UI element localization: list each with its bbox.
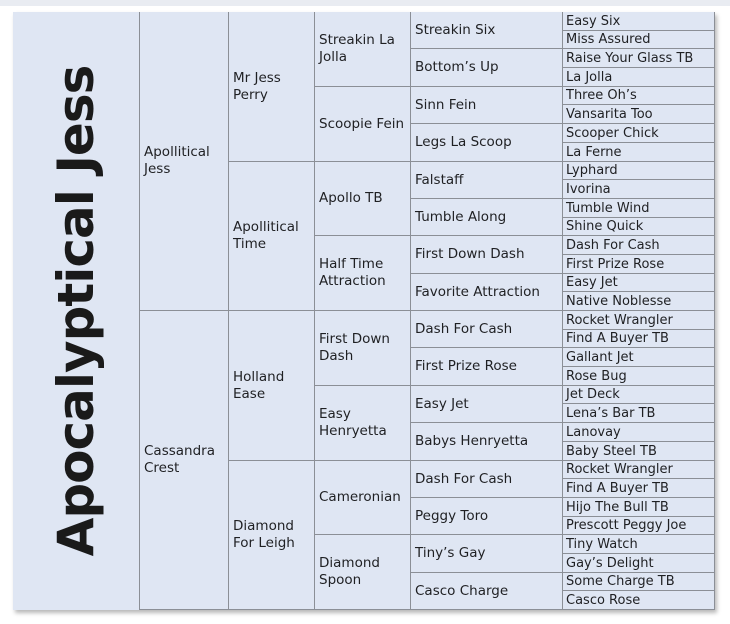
gen4-ancestor-cell: Dash For Cash xyxy=(411,461,563,498)
gen4-ancestor-cell: Babys Henryetta xyxy=(411,423,563,461)
gen5-ancestor-cell: Rocket Wrangler xyxy=(563,311,715,330)
gen5-ancestor-cell: First Prize Rose xyxy=(563,255,715,274)
gen5-ancestor-cell: Some Charge TB xyxy=(563,573,715,591)
gen5-ancestor-cell: Raise Your Glass TB xyxy=(563,49,715,68)
gen5-ancestor-cell: Gallant Jet xyxy=(563,348,715,367)
grandparent-cell: Mr Jess Perry xyxy=(229,12,315,162)
gen5-ancestor-cell: Tumble Wind xyxy=(563,199,715,218)
gen5-ancestor-cell: Casco Rose xyxy=(563,591,715,610)
gen5-ancestor-cell: Gay’s Delight xyxy=(563,554,715,573)
gen5-ancestor-cell: Find A Buyer TB xyxy=(563,479,715,498)
gen5-ancestor-cell: Shine Quick xyxy=(563,218,715,236)
gen4-ancestor-cell: Tiny’s Gay xyxy=(411,535,563,573)
gen5-ancestor-cell: La Jolla xyxy=(563,68,715,87)
gen5-ancestor-cell: Easy Six xyxy=(563,12,715,31)
great-grandparent-cell: Streakin La Jolla xyxy=(315,12,411,87)
great-grandparent-cell: Easy Henryetta xyxy=(315,386,411,461)
gen4-ancestor-cell: First Prize Rose xyxy=(411,348,563,386)
gen5-ancestor-cell: Find A Buyer TB xyxy=(563,330,715,348)
gen5-ancestor-cell: Rocket Wrangler xyxy=(563,461,715,479)
gen5-ancestor-cell: Rose Bug xyxy=(563,367,715,386)
gen4-ancestor-cell: Falstaff xyxy=(411,162,563,199)
top-strip xyxy=(0,0,730,6)
great-grandparent-cell: Cameronian xyxy=(315,461,411,535)
grandparent-cell: Apollitical Time xyxy=(229,162,315,311)
subject-name-cell xyxy=(13,12,140,610)
great-grandparent-cell: Scoopie Fein xyxy=(315,87,411,162)
gen5-ancestor-cell: Baby Steel TB xyxy=(563,442,715,461)
gen4-ancestor-cell: Streakin Six xyxy=(411,12,563,49)
gen4-ancestor-cell: Bottom’s Up xyxy=(411,49,563,87)
gen4-ancestor-cell: Peggy Toro xyxy=(411,498,563,535)
great-grandparent-cell: Diamond Spoon xyxy=(315,535,411,610)
gen4-ancestor-cell: Favorite Attraction xyxy=(411,274,563,311)
grandparent-cell: Diamond For Leigh xyxy=(229,461,315,610)
gen5-ancestor-cell: Tiny Watch xyxy=(563,535,715,554)
great-grandparent-cell: Half Time Attraction xyxy=(315,236,411,311)
gen4-ancestor-cell: Casco Charge xyxy=(411,573,563,610)
grandparent-cell: Holland Ease xyxy=(229,311,315,461)
gen4-ancestor-cell: Tumble Along xyxy=(411,199,563,236)
gen4-ancestor-cell: Sinn Fein xyxy=(411,87,563,124)
dam-cell: Cassandra Crest xyxy=(140,311,229,610)
gen5-ancestor-cell: Native Noblesse xyxy=(563,292,715,311)
great-grandparent-cell: Apollo TB xyxy=(315,162,411,236)
gen4-ancestor-cell: Easy Jet xyxy=(411,386,563,423)
gen5-ancestor-cell: Scooper Chick xyxy=(563,124,715,143)
gen5-ancestor-cell: Vansarita Too xyxy=(563,105,715,124)
pedigree-chart xyxy=(13,12,715,610)
great-grandparent-cell: First Down Dash xyxy=(315,311,411,386)
gen5-ancestor-cell: Ivorina xyxy=(563,180,715,199)
gen4-ancestor-cell: Legs La Scoop xyxy=(411,124,563,162)
gen5-ancestor-cell: La Ferne xyxy=(563,143,715,162)
gen5-ancestor-cell: Prescott Peggy Joe xyxy=(563,517,715,535)
subject-name: Apocalyptical Jess xyxy=(47,65,105,557)
gen5-ancestor-cell: Miss Assured xyxy=(563,31,715,49)
sire-cell: Apollitical Jess xyxy=(140,12,229,311)
gen5-ancestor-cell: Three Oh’s xyxy=(563,87,715,105)
gen5-ancestor-cell: Easy Jet xyxy=(563,274,715,292)
gen5-ancestor-cell: Lena’s Bar TB xyxy=(563,404,715,423)
gen5-ancestor-cell: Dash For Cash xyxy=(563,236,715,255)
gen5-ancestor-cell: Hijo The Bull TB xyxy=(563,498,715,517)
gen5-ancestor-cell: Lyphard xyxy=(563,162,715,180)
gen4-ancestor-cell: First Down Dash xyxy=(411,236,563,274)
gen5-ancestor-cell: Lanovay xyxy=(563,423,715,442)
gen5-ancestor-cell: Jet Deck xyxy=(563,386,715,404)
gen4-ancestor-cell: Dash For Cash xyxy=(411,311,563,348)
